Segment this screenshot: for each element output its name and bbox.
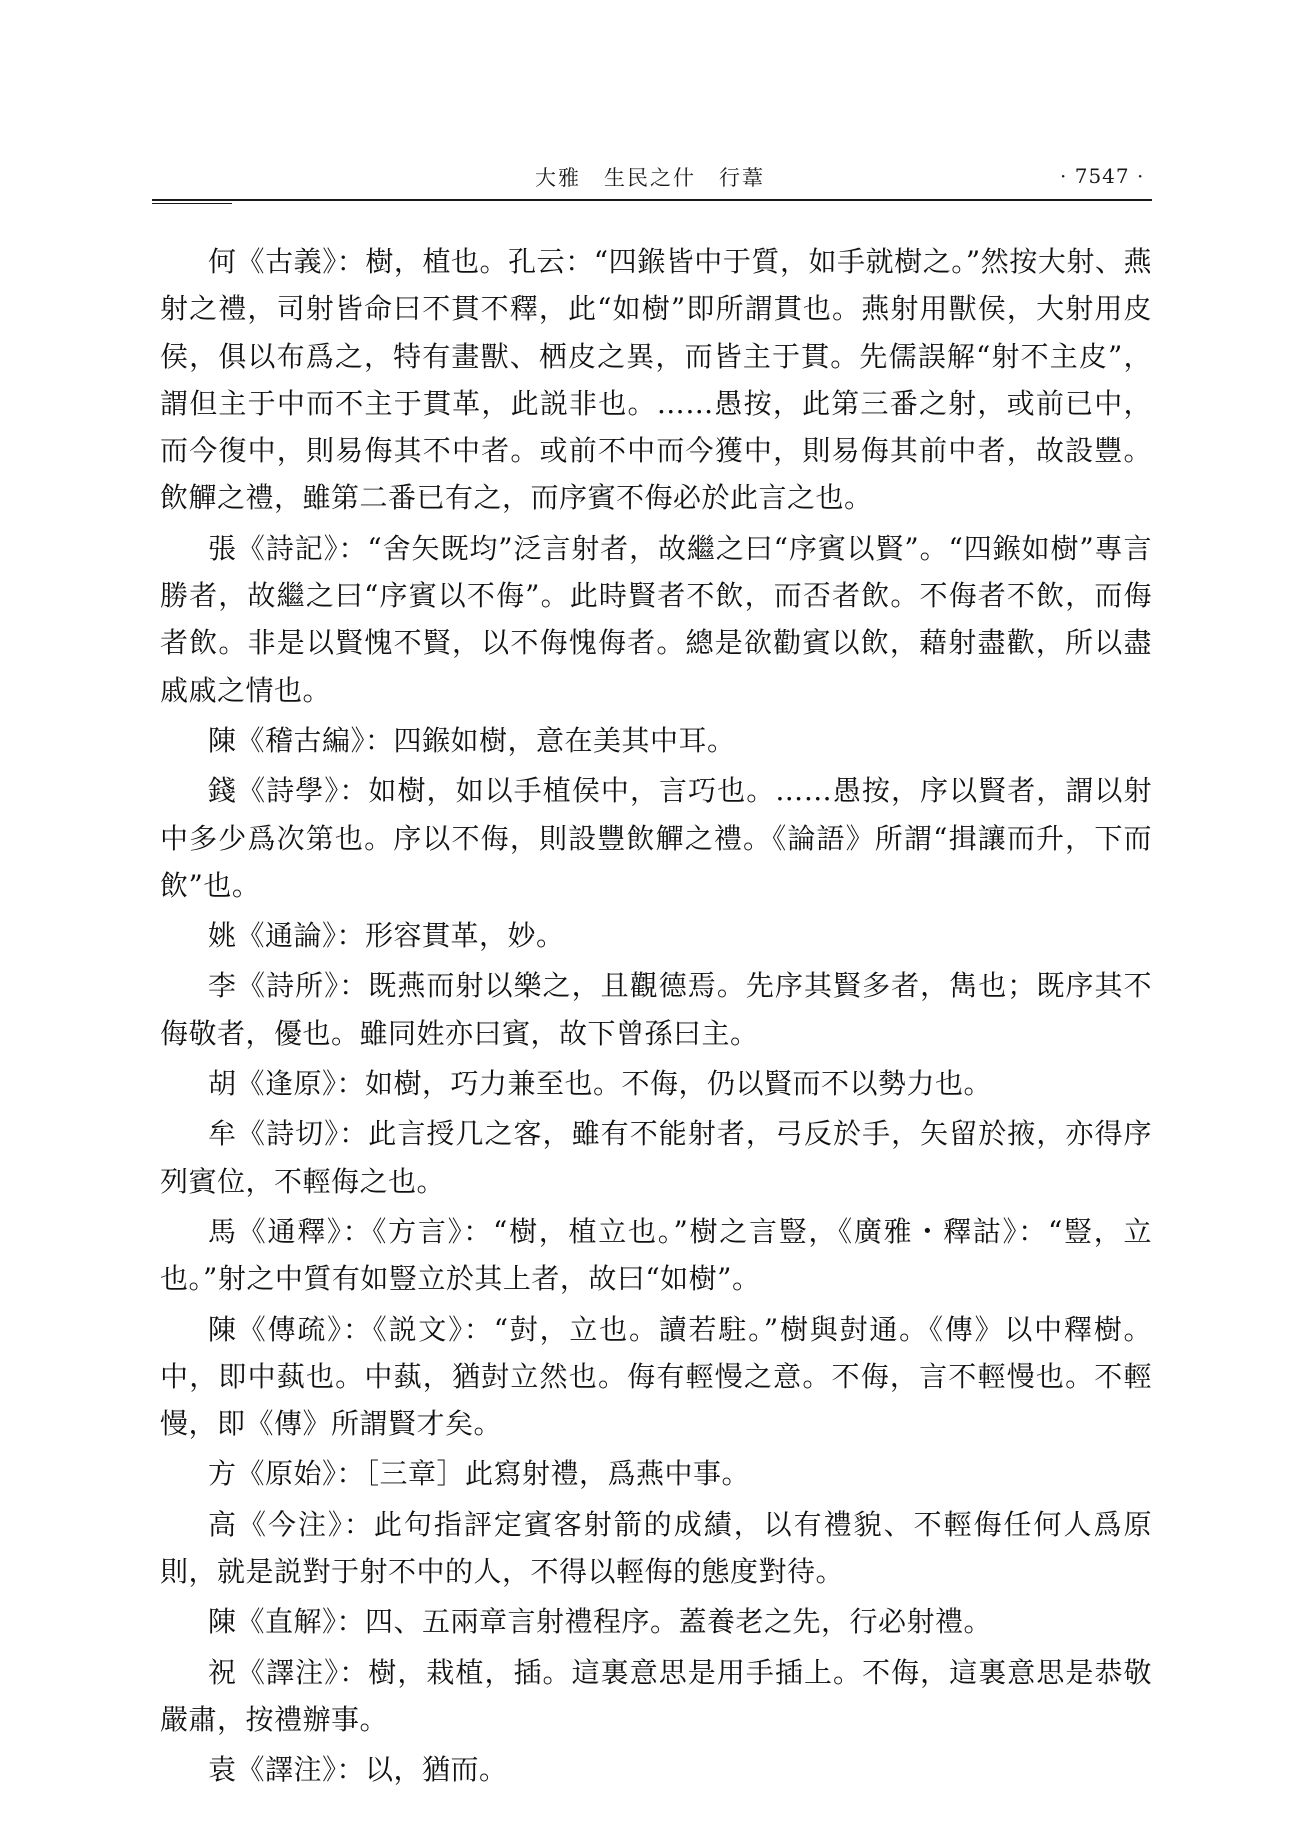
commentary-paragraph-hu: 胡《逢原》：如樹，巧力兼至也。不侮，仍以賢而不以勢力也。 — [208, 1067, 993, 1101]
commentary-paragraph-chen-zhijie: 陳《直解》：四、五兩章言射禮程序。蓋養老之先，行必射禮。 — [208, 1605, 993, 1639]
running-title: 大雅 生民之什 行葦 — [535, 166, 765, 190]
commentary-paragraph-gao: 高《今注》：此句指評定賓客射箭的成績，以有禮貌、不輕侮任何人爲原則，就是説對于射不中的人，不得以輕侮的態度對待。 — [160, 1507, 1152, 1589]
header-rule-accent — [152, 203, 232, 204]
commentary-paragraph-fang: 方《原始》：［三章］此寫射禮，爲燕中事。 — [208, 1457, 751, 1491]
commentary-paragraph-he: 何《古義》：樹，植也。孔云：“四鍭皆中于質，如手就樹之。”然按大射、燕射之禮，司射皆命曰不貫不釋，此“如樹”即所謂貫也。燕射用獸侯，大射用皮侯，俱以布爲之，特有畫獸、栖皮之異，而皆主于貫。先儒誤解“射不主皮”，謂但主于中而不主于貫革，此説非也。……愚按，此第三番之射，或前已中，而今復中，則易侮其不中者。或前不中而今獲中，則易侮其前中者，故設豐。飲觶之禮，雖第二番已有之，而序賓不侮必於此言之也。 — [160, 245, 1152, 515]
commentary-paragraph-yao: 姚《通論》：形容貫革，妙。 — [208, 919, 565, 953]
commentary-paragraph-chen-chuanshu: 陳《傳疏》：《説文》：“尌，立也。讀若駐。”樹與尌通。《傳》以中釋樹。中，即中蓺也。中蓺，猶尌立然也。侮有輕慢之意。不侮，言不輕慢也。不輕慢，即《傳》所謂賢才矣。 — [160, 1312, 1152, 1441]
page-header — [0, 0, 1300, 220]
commentary-paragraph-zhu: 祝《譯注》：樹，栽植，插。這裏意思是用手插上。不侮，這裏意思是恭敬嚴肅，按禮辦事。 — [160, 1655, 1152, 1736]
commentary-paragraph-zhang: 張《詩記》：“舍矢既均”泛言射者，故繼之曰“序賓以賢”。“四鍭如樹”專言勝者，故繼之曰“序賓以不侮”。此時賢者不飲，而否者飲。不侮者不飲，而侮者飲。非是以賢愧不賢，以不侮愧侮者。總是欲勸賓以飲，藉射盡歡，所以盡戚戚之情也。 — [160, 531, 1152, 707]
commentary-paragraph-li: 李《詩所》：既燕而射以樂之，且觀德焉。先序其賢多者，雋也；既序其不侮敬者，優也。雖同姓亦曰賓，故下曾孫曰主。 — [160, 969, 1152, 1050]
commentary-paragraph-yuan: 袁《譯注》：以，猶而。 — [208, 1753, 508, 1787]
page-number: · 7547 · — [1060, 164, 1145, 188]
header-rule — [152, 199, 1152, 201]
commentary-paragraph-mou: 牟《詩切》：此言授几之客，雖有不能射者，弓反於手，矢留於掖，亦得序列賓位，不輕侮之也。 — [160, 1117, 1152, 1198]
commentary-paragraph-qian: 錢《詩學》：如樹，如以手植侯中，言巧也。……愚按，序以賢者，謂以射中多少爲次第也。序以不侮，則設豐飲觶之禮。《論語》所謂“揖讓而升，下而飲”也。 — [160, 774, 1152, 902]
commentary-paragraph-chen-jigubian: 陳《稽古編》：四鍭如樹，意在美其中耳。 — [208, 723, 736, 757]
commentary-body — [160, 238, 1152, 1797]
commentary-paragraph-ma: 馬《通釋》：《方言》：“樹，植立也。”樹之言豎，《廣雅・釋詁》：“豎，立也。”射之中質有如豎立於其上者，故曰“如樹”。 — [160, 1214, 1152, 1296]
